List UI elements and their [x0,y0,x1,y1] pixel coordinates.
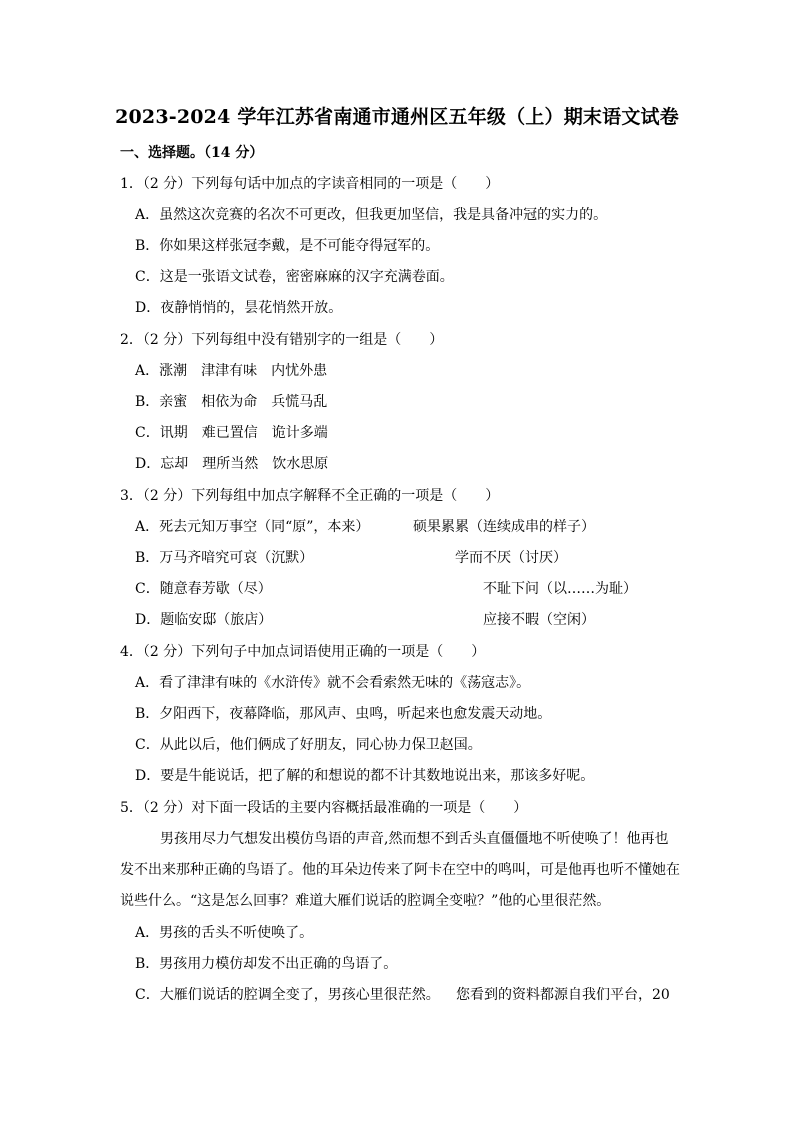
question-3-stem: 3．（2 分）下列每组中加点字解释不全正确的一项是（ ） [120,488,500,504]
question-3-option-a-right: 硕果累累（连续成串的样子） [413,519,595,535]
section-heading-choice: 一、选择题。（14 分） [120,145,264,161]
question-2-option-b: B．亲蜜 相依为命 兵慌马乱 [135,394,328,410]
question-3-option-b-left: B．万马齐喑究可哀（沉默） [135,550,314,566]
question-3-option-c-left: C．随意春芳歇（尽） [135,581,272,597]
question-5-passage-line-3: 说些什么。“这是怎么回事？难道大雁们说话的腔调全变啦？”他的心里很茫然。 [120,893,611,909]
question-2-option-a: A．涨潮 津津有味 内忧外患 [135,363,328,379]
question-3-option-d-left: D．题临安邸（旅店） [135,612,273,628]
question-3-option-d-right: 应接不暇（空闲） [483,612,595,628]
question-5-passage-line-1: 男孩用尽力气想发出模仿鸟语的声音,然而想不到舌头直僵僵地不听使唤了！他再也 [160,831,669,847]
question-3-option-a-left: A．死去元知万事空（同“原”，本来） [135,519,370,535]
question-4-option-a: A．看了津津有味的《水浒传》就不会看索然无味的《荡寇志》。 [135,675,531,691]
page-title: 2023-2024 学年江苏省南通市通州区五年级（上）期末语文试卷 [115,106,679,128]
question-1-stem: 1．（2 分）下列每句话中加点的字读音相同的一项是（ ） [120,176,500,192]
question-5-option-c: C．大雁们说话的腔调全变了，男孩心里很茫然。 [135,987,440,1003]
question-1-option-c: C．这是一张语文试卷，密密麻麻的汉字充满卷面。 [135,269,454,285]
question-2-stem: 2．（2 分）下列每组中没有错别字的一组是（ ） [120,332,444,348]
question-2-option-c: C．讯期 难已置信 诡计多端 [135,425,328,441]
question-5-option-b: B．男孩用力模仿却发不出正确的鸟语了。 [135,956,398,972]
question-4-option-c: C．从此以后，他们俩成了好朋友，同心协力保卫赵国。 [135,737,482,753]
question-2-option-d: D．忘却 理所当然 饮水思原 [135,456,329,472]
question-4-option-d: D．要是牛能说话，把了解的和想说的都不计其数地说出来，那该多好呢。 [135,768,595,784]
question-3-option-b-right: 学而不厌（讨厌） [455,550,567,566]
question-5-option-a: A．男孩的舌头不听使唤了。 [135,925,314,941]
question-1-option-b: B．你如果这样张冠李戴，是不可能夺得冠军的。 [135,238,440,254]
question-3-option-c-right: 不耻下问（以……为耻） [483,581,637,597]
question-4-stem: 4．（2 分）下列句子中加点词语使用正确的一项是（ ） [120,644,486,660]
question-5-stem: 5．（2 分）对下面一段话的主要内容概括最准确的一项是（ ） [120,800,528,816]
question-1-option-a: A．虽然这次竞赛的名次不可更改，但我更加坚信，我是具备冲冠的实力的。 [135,207,608,223]
question-4-option-b: B．夕阳西下，夜幕降临，那风声、虫鸣，听起来也愈发震天动地。 [135,706,552,722]
question-5-passage-line-2: 发不出来那种正确的鸟语了。他的耳朵边传来了阿卡在空中的鸣叫，可是他再也听不懂她在 [120,862,680,878]
watermark-text: 您看到的资料都源自我们平台，20 [456,987,670,1003]
question-1-option-d: D．夜静悄悄的，昙花悄然开放。 [135,300,343,316]
